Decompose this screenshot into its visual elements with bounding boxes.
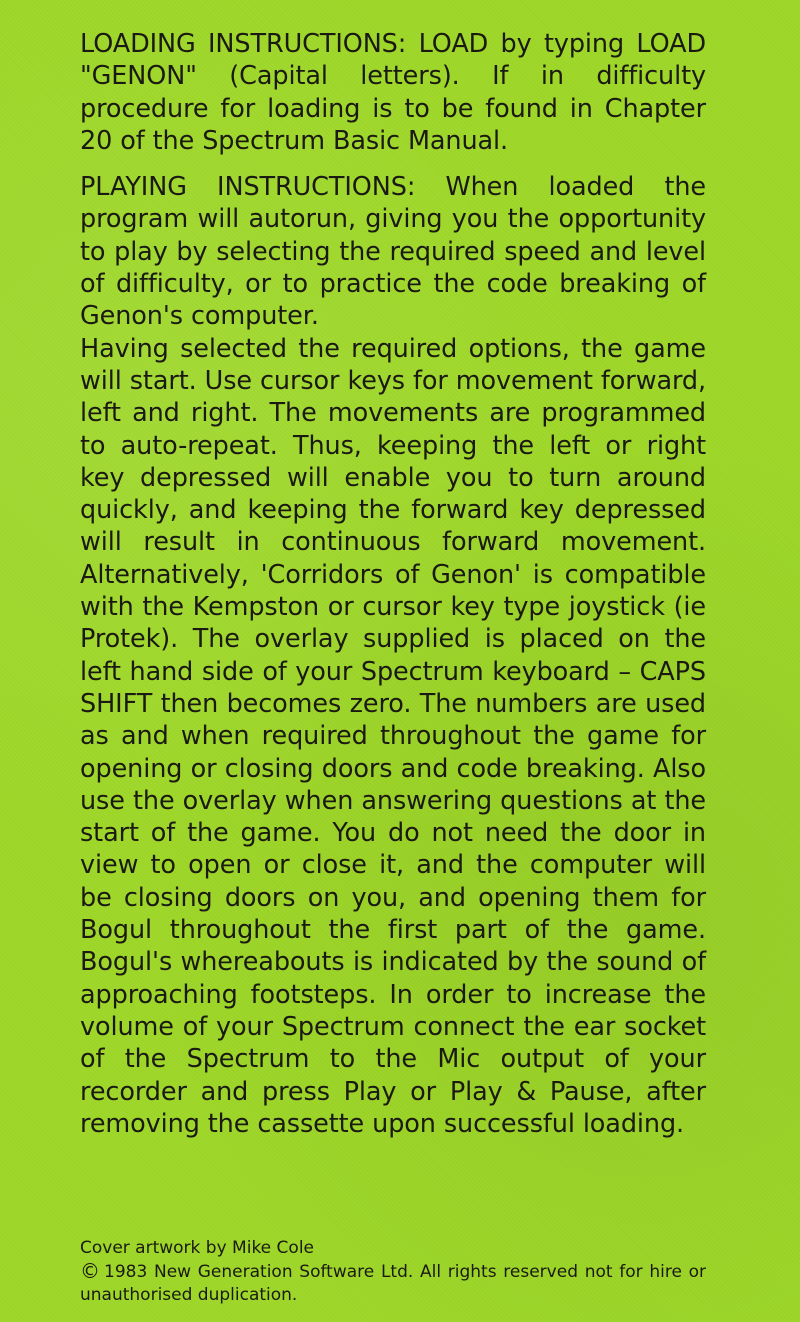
copyright-text: 1983 New Generation Software Ltd. All rights reserved not for hire or unauthorised duplication.: [80, 1262, 706, 1305]
copyright-notice: [80, 1260, 706, 1307]
cover-artwork-credit: Cover artwork by Mike Cole: [80, 1238, 314, 1258]
instruction-page: [80, 28, 706, 1140]
publisher-footer: [80, 1237, 706, 1307]
gameplay-instructions-paragraph: Having selected the required options, the game will start. Use cursor keys for movement forward, left and right. The movements are programmed to auto-repeat. Thus, keeping the left or right key depressed will enable you to turn around quickly, and keeping the forward key depressed will result in continuous forward movement. Alternatively, 'Corridors of Genon' is compatible with the Kempston or cursor key type joystick (ie Protek). The overlay supplied is placed on the left hand side of your Spectrum keyboard – CAPS SHIFT then becomes zero. The numbers are used as and when required throughout the game for opening or closing doors and code breaking. Also use the overlay when answering questions at the start of the game. You do not need the door in view to open or close it, and the computer will be closing doors on you, and opening them for Bogul throughout the first part of the game. Bogul's whereabouts is indicated by the sound of approaching footsteps. In order to increase the volume of your Spectrum connect the ear socket of the Spectrum to the Mic output of your recorder and press Play or Play & Pause, after removing the cassette upon successful loading.: [80, 333, 706, 1139]
copyright-icon: ©: [80, 1259, 100, 1283]
playing-instructions-paragraph: PLAYING INSTRUCTIONS: When loaded the program will autorun, giving you the opportunity to play by selecting the required speed and level of difficulty, or to practice the code breaking of Genon's computer.: [80, 172, 706, 332]
loading-instructions-paragraph: LOADING INSTRUCTIONS: LOAD by typing LOAD "GENON" (Capital letters). If in difficulty procedure for loading is to be found in Chapter 20 of the Spectrum Basic Manual.: [80, 29, 706, 156]
